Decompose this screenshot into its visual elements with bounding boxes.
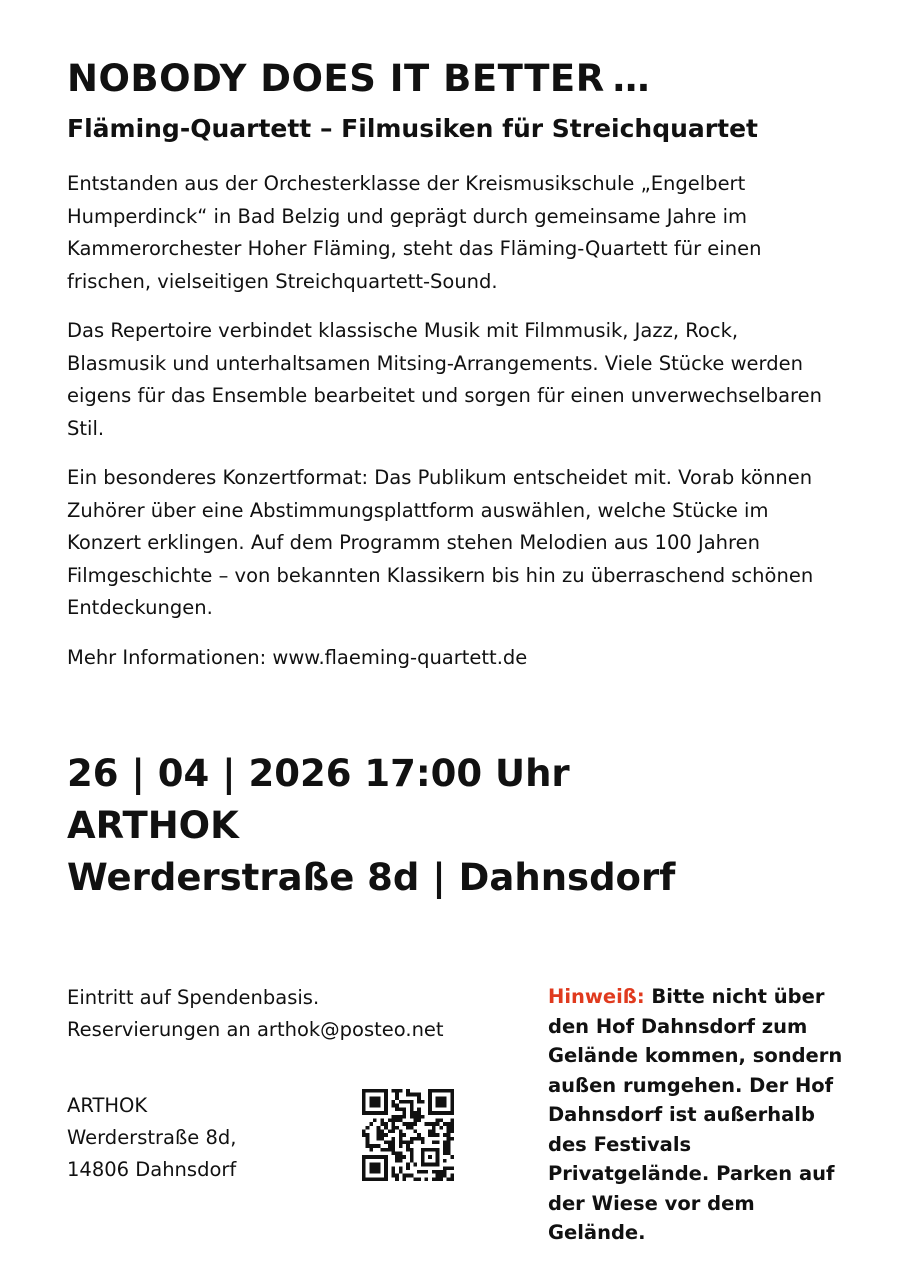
paragraph-format: Ein besonderes Konzertformat: Das Publikum entscheidet mit. Vorab können Zuhörer über eine Abstimmungsplattform auswählen, welche Stücke im Konzert erklingen. Auf dem Programm stehen Melodien aus 100 Jahren Filmgeschichte – von bekannten Klassikern bis hin zu überraschend schönen Entdeckungen. (67, 466, 814, 619)
page-subtitle: Fläming-Quartett – Filmusiken für Streichquartet (67, 114, 758, 143)
address-name: ARTHOK (67, 1094, 148, 1117)
notice-label: Hinweiß: (548, 985, 645, 1008)
admission-donation: Eintritt auf Spendenbasis. (67, 986, 320, 1009)
paragraph-repertoire: Das Repertoire verbindet klassische Musik mit Filmmusik, Jazz, Rock, Blasmusik und unterhaltsamen Mitsing-Arrangements. Viele Stücke werden eigens für das Ensemble bearbeitet und sorgen für einen unverwechselbaren Stil. (67, 319, 822, 440)
admission-info (67, 982, 444, 1046)
event-venue: ARTHOK (67, 804, 239, 847)
qr-code-icon[interactable] (362, 1089, 454, 1181)
paragraph-origin: Entstanden aus der Orchesterklasse der Kreismusikschule „Engelbert Humperdinck“ in Bad Belzig und geprägt durch gemeinsame Jahre im Kammerorchester Hoher Fläming, steht das Fläming-Quartett für einen frischen, vielseitigen Streichquartett-Sound. (67, 172, 762, 293)
reservation-email[interactable]: Reservierungen an arthok@posteo.net (67, 1018, 444, 1041)
more-info-link[interactable]: Mehr Informationen: www.flaeming-quartett.de (67, 645, 528, 669)
notice-text: Bitte nicht über den Hof Dahnsdorf zum Gelände kommen, sondern außen rumgehen. Der Hof Dahnsdorf ist außerhalb des Festivals Privatgelände. Parken auf der Wiese vor dem Gelände. (548, 985, 843, 1244)
description (67, 168, 837, 691)
event-location: Werderstraße 8d | Dahnsdorf (67, 856, 676, 899)
page-title: NOBODY DOES IT BETTER … (67, 57, 651, 100)
notice-box (548, 982, 858, 1248)
postal-address (67, 1090, 236, 1186)
event-details (67, 748, 675, 904)
event-datetime: 26 | 04 | 2026 17:00 Uhr (67, 752, 570, 795)
address-street: Werderstraße 8d, (67, 1126, 237, 1149)
address-city: 14806 Dahnsdorf (67, 1158, 237, 1181)
